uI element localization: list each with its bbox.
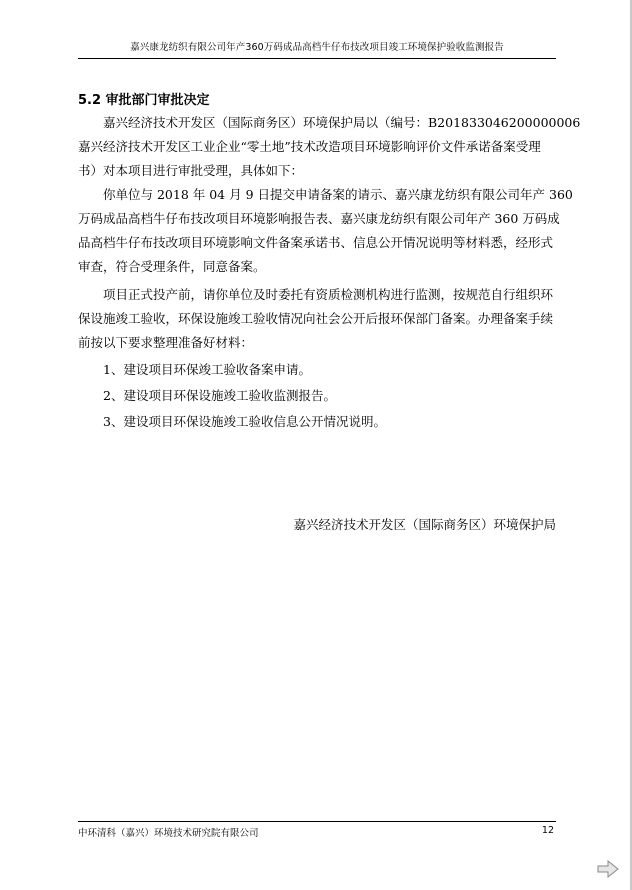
paragraph-line: 嘉兴经济技术开发区工业企业“零土地”技术改造项目环境影响评价文件承诺备案受理 — [78, 139, 541, 154]
paragraph-line: 品高档牛仔布技改项目环境影响文件备案承诺书、信息公开情况说明等材料悉，经形式 — [78, 235, 554, 250]
paragraph-line: 万码成品高档牛仔布技改项目环境影响报告表、嘉兴康龙纺织有限公司年产 360 万码成 — [78, 211, 560, 226]
page-number: 12 — [541, 825, 554, 836]
list-item: 3、建设项目环保设施竣工验收信息公开情况说明。 — [103, 414, 386, 429]
list-item: 2、建设项目环保设施竣工验收监测报告。 — [103, 388, 336, 403]
paragraph-line: 前按以下要求整理准备好材料： — [78, 335, 254, 350]
header-divider — [78, 58, 556, 59]
paragraph-line: 书）对本项目进行审批受理，具体如下： — [78, 163, 304, 178]
signature-authority: 嘉兴经济技术开发区（国际商务区）环境保护局 — [293, 517, 556, 532]
footer-divider — [78, 821, 556, 822]
next-page-arrow-icon[interactable] — [597, 860, 619, 878]
paragraph-line: 审查，符合受理条件，同意备案。 — [78, 259, 266, 274]
section-heading: 5.2 审批部门审批决定 — [78, 93, 210, 108]
paragraph-line: 项目正式投产前，请你单位及时委托有资质检测机构进行监测，按规范自行组织环 — [103, 287, 554, 302]
footer-organization: 中环清科（嘉兴）环境技术研究院有限公司 — [78, 828, 259, 839]
page-header: 嘉兴康龙纺织有限公司年产360万码成品高档牛仔布技改项目竣工环境保护验收监测报告 — [130, 42, 504, 53]
paragraph-line: 嘉兴经济技术开发区（国际商务区）环境保护局以（编号：B201833046200000006 — [103, 115, 581, 130]
list-item: 1、建设项目环保竣工验收备案申请。 — [103, 362, 311, 377]
paragraph-line: 你单位与 2018 年 04 月 9 日提交申请备案的请示、嘉兴康龙纺织有限公司年产 360 — [103, 187, 573, 202]
paragraph-line: 保设施竣工验收，环保设施竣工验收情况向社会公开后报环保部门备案。办理备案手续 — [78, 311, 554, 326]
